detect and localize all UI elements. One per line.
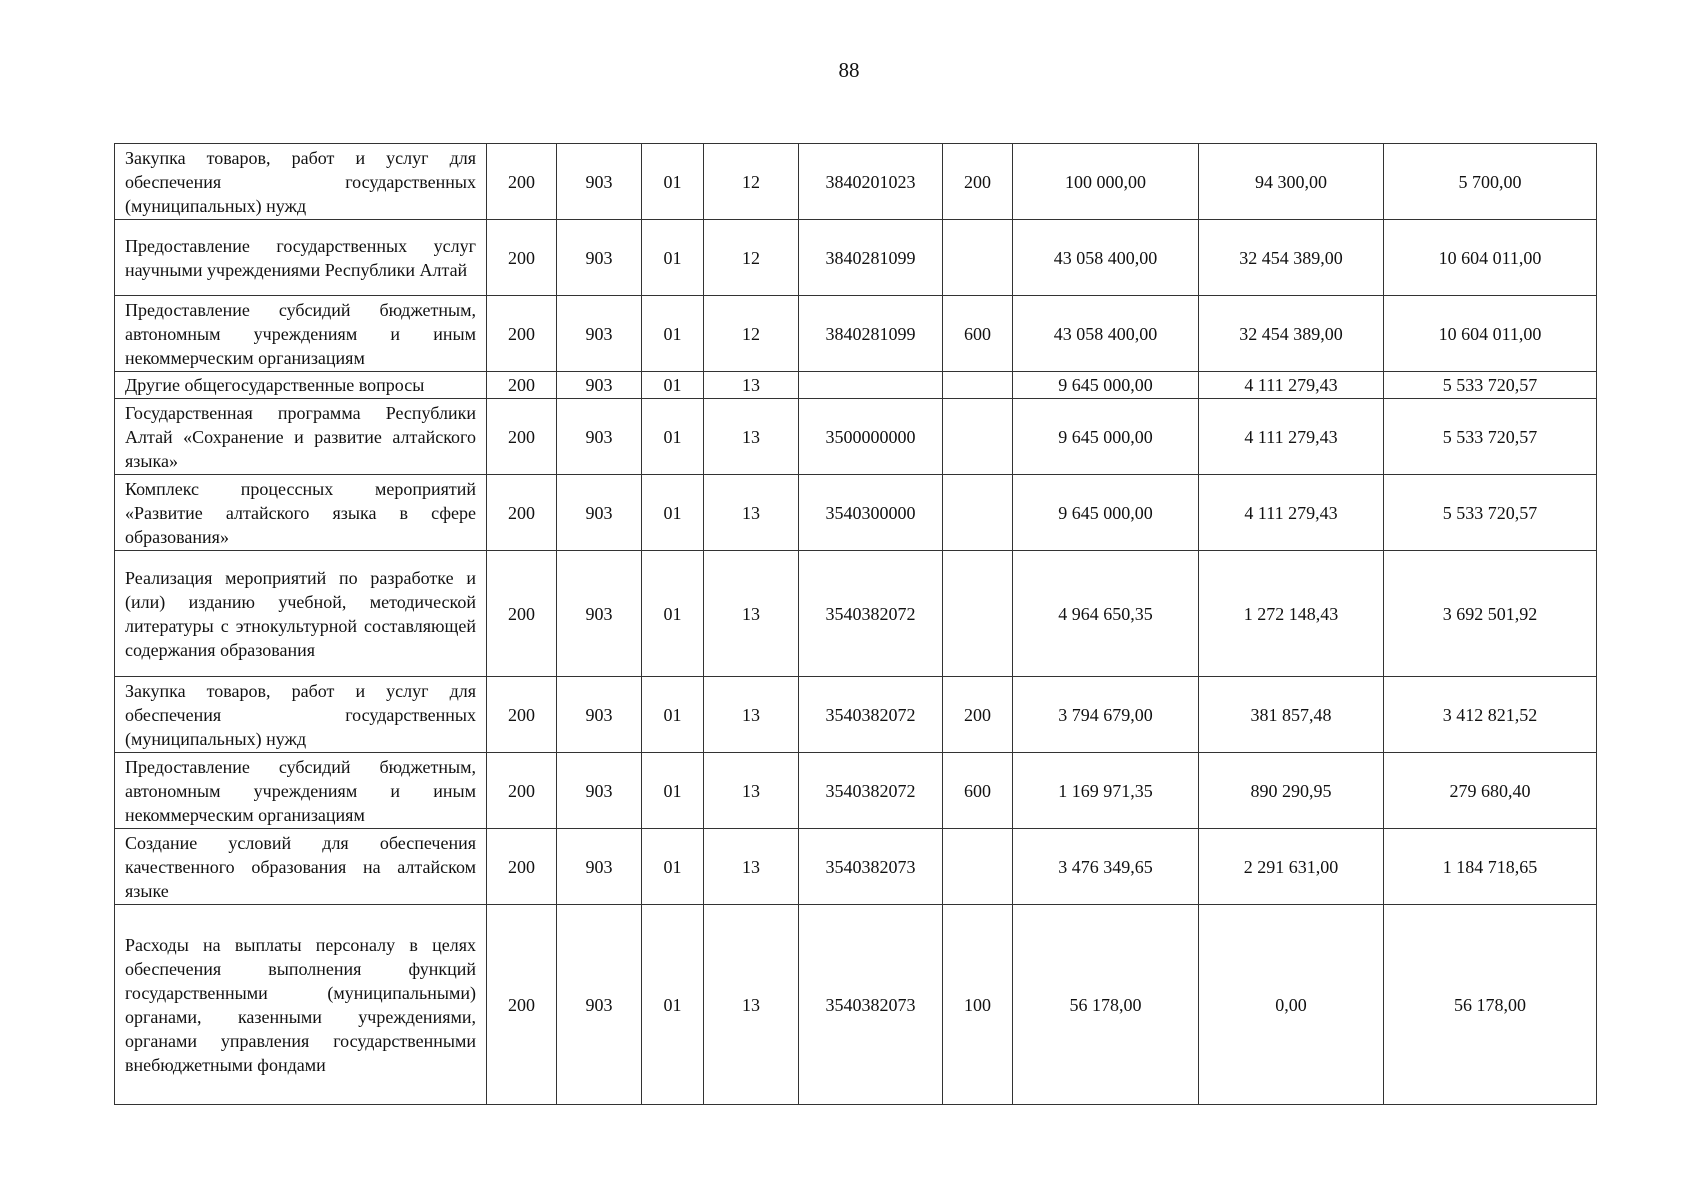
amount-cell-3: 5 533 720,57	[1384, 372, 1597, 399]
section-cell: 01	[642, 144, 704, 220]
amount-cell-3: 5 700,00	[1384, 144, 1597, 220]
table-row	[115, 372, 1597, 399]
ministry-code-cell: 903	[557, 829, 642, 905]
section-cell: 01	[642, 296, 704, 372]
section-cell: 01	[642, 220, 704, 296]
table-row	[115, 399, 1597, 475]
expense-type-cell: 100	[943, 905, 1013, 1105]
row-name-cell: Создание условий для обеспечения качественного образования на алтайском языке	[115, 829, 487, 905]
amount-cell-1: 9 645 000,00	[1013, 475, 1199, 551]
target-article-cell: 3540382072	[799, 551, 943, 677]
ministry-code-cell: 903	[557, 399, 642, 475]
target-article-cell: 3840281099	[799, 220, 943, 296]
section-cell: 01	[642, 551, 704, 677]
amount-cell-2: 0,00	[1199, 905, 1384, 1105]
amount-cell-2: 4 111 279,43	[1199, 372, 1384, 399]
ministry-code-cell: 903	[557, 144, 642, 220]
expense-type-cell	[943, 220, 1013, 296]
amount-cell-1: 9 645 000,00	[1013, 399, 1199, 475]
page-number: 88	[838, 58, 860, 82]
table-row	[115, 753, 1597, 829]
amount-cell-2: 4 111 279,43	[1199, 475, 1384, 551]
row-name-cell: Расходы на выплаты персоналу в целях обеспечения выполнения функций государственными (муниципальными) органами, казенными учреждениями, органами управления государственными внебюджетными фондами	[115, 905, 487, 1105]
code-cell: 200	[487, 475, 557, 551]
target-article-cell	[799, 372, 943, 399]
expense-type-cell	[943, 829, 1013, 905]
expense-type-cell: 600	[943, 753, 1013, 829]
target-article-cell: 3840281099	[799, 296, 943, 372]
row-name-cell: Предоставление субсидий бюджетным, автономным учреждениям и иным некоммерческим организациям	[115, 296, 487, 372]
code-cell: 200	[487, 829, 557, 905]
amount-cell-1: 3 476 349,65	[1013, 829, 1199, 905]
target-article-cell: 3840201023	[799, 144, 943, 220]
amount-cell-1: 43 058 400,00	[1013, 296, 1199, 372]
code-cell: 200	[487, 753, 557, 829]
amount-cell-1: 1 169 971,35	[1013, 753, 1199, 829]
amount-cell-1: 43 058 400,00	[1013, 220, 1199, 296]
ministry-code-cell: 903	[557, 372, 642, 399]
amount-cell-3: 10 604 011,00	[1384, 220, 1597, 296]
code-cell: 200	[487, 144, 557, 220]
subsection-cell: 12	[704, 144, 799, 220]
subsection-cell: 13	[704, 905, 799, 1105]
subsection-cell: 12	[704, 220, 799, 296]
expense-type-cell: 600	[943, 296, 1013, 372]
subsection-cell: 13	[704, 399, 799, 475]
ministry-code-cell: 903	[557, 905, 642, 1105]
amount-cell-3: 3 692 501,92	[1384, 551, 1597, 677]
row-name-cell: Закупка товаров, работ и услуг для обеспечения государственных (муниципальных) нужд	[115, 144, 487, 220]
target-article-cell: 3540382073	[799, 829, 943, 905]
amount-cell-1: 56 178,00	[1013, 905, 1199, 1105]
amount-cell-3: 279 680,40	[1384, 753, 1597, 829]
amount-cell-2: 4 111 279,43	[1199, 399, 1384, 475]
subsection-cell: 13	[704, 475, 799, 551]
subsection-cell: 13	[704, 372, 799, 399]
target-article-cell: 3540300000	[799, 475, 943, 551]
section-cell: 01	[642, 829, 704, 905]
row-name-cell: Закупка товаров, работ и услуг для обеспечения государственных (муниципальных) нужд	[115, 677, 487, 753]
amount-cell-3: 5 533 720,57	[1384, 475, 1597, 551]
row-name-cell: Другие общегосударственные вопросы	[115, 372, 487, 399]
amount-cell-3: 10 604 011,00	[1384, 296, 1597, 372]
code-cell: 200	[487, 905, 557, 1105]
row-name-cell: Предоставление субсидий бюджетным, автономным учреждениям и иным некоммерческим организациям	[115, 753, 487, 829]
table-row	[115, 677, 1597, 753]
amount-cell-2: 2 291 631,00	[1199, 829, 1384, 905]
table-row	[115, 475, 1597, 551]
subsection-cell: 12	[704, 296, 799, 372]
ministry-code-cell: 903	[557, 753, 642, 829]
amount-cell-2: 32 454 389,00	[1199, 296, 1384, 372]
ministry-code-cell: 903	[557, 475, 642, 551]
ministry-code-cell: 903	[557, 551, 642, 677]
amount-cell-1: 4 964 650,35	[1013, 551, 1199, 677]
table-row	[115, 296, 1597, 372]
code-cell: 200	[487, 220, 557, 296]
row-name-cell: Государственная программа Республики Алтай «Сохранение и развитие алтайского языка»	[115, 399, 487, 475]
subsection-cell: 13	[704, 829, 799, 905]
amount-cell-2: 890 290,95	[1199, 753, 1384, 829]
target-article-cell: 3540382073	[799, 905, 943, 1105]
code-cell: 200	[487, 372, 557, 399]
amount-cell-2: 32 454 389,00	[1199, 220, 1384, 296]
subsection-cell: 13	[704, 551, 799, 677]
target-article-cell: 3540382072	[799, 753, 943, 829]
section-cell: 01	[642, 372, 704, 399]
amount-cell-2: 94 300,00	[1199, 144, 1384, 220]
amount-cell-2: 1 272 148,43	[1199, 551, 1384, 677]
table-row	[115, 905, 1597, 1105]
amount-cell-3: 5 533 720,57	[1384, 399, 1597, 475]
expense-type-cell: 200	[943, 677, 1013, 753]
code-cell: 200	[487, 399, 557, 475]
target-article-cell: 3500000000	[799, 399, 943, 475]
expense-type-cell	[943, 372, 1013, 399]
table-row	[115, 551, 1597, 677]
section-cell: 01	[642, 905, 704, 1105]
code-cell: 200	[487, 551, 557, 677]
amount-cell-1: 3 794 679,00	[1013, 677, 1199, 753]
code-cell: 200	[487, 677, 557, 753]
row-name-cell: Комплекс процессных мероприятий «Развитие алтайского языка в сфере образования»	[115, 475, 487, 551]
expense-type-cell	[943, 551, 1013, 677]
target-article-cell: 3540382072	[799, 677, 943, 753]
expense-type-cell	[943, 399, 1013, 475]
amount-cell-2: 381 857,48	[1199, 677, 1384, 753]
amount-cell-3: 3 412 821,52	[1384, 677, 1597, 753]
section-cell: 01	[642, 475, 704, 551]
ministry-code-cell: 903	[557, 677, 642, 753]
section-cell: 01	[642, 677, 704, 753]
subsection-cell: 13	[704, 677, 799, 753]
expense-type-cell	[943, 475, 1013, 551]
table-row	[115, 144, 1597, 220]
section-cell: 01	[642, 753, 704, 829]
table-row	[115, 829, 1597, 905]
amount-cell-3: 1 184 718,65	[1384, 829, 1597, 905]
ministry-code-cell: 903	[557, 296, 642, 372]
section-cell: 01	[642, 399, 704, 475]
budget-table	[114, 143, 1597, 1105]
row-name-cell: Предоставление государственных услуг научными учреждениями Республики Алтай	[115, 220, 487, 296]
row-name-cell: Реализация мероприятий по разработке и (или) изданию учебной, методической литературы с этнокультурной составляющей содержания образования	[115, 551, 487, 677]
amount-cell-3: 56 178,00	[1384, 905, 1597, 1105]
amount-cell-1: 100 000,00	[1013, 144, 1199, 220]
ministry-code-cell: 903	[557, 220, 642, 296]
amount-cell-1: 9 645 000,00	[1013, 372, 1199, 399]
table-row	[115, 220, 1597, 296]
subsection-cell: 13	[704, 753, 799, 829]
expense-type-cell: 200	[943, 144, 1013, 220]
code-cell: 200	[487, 296, 557, 372]
